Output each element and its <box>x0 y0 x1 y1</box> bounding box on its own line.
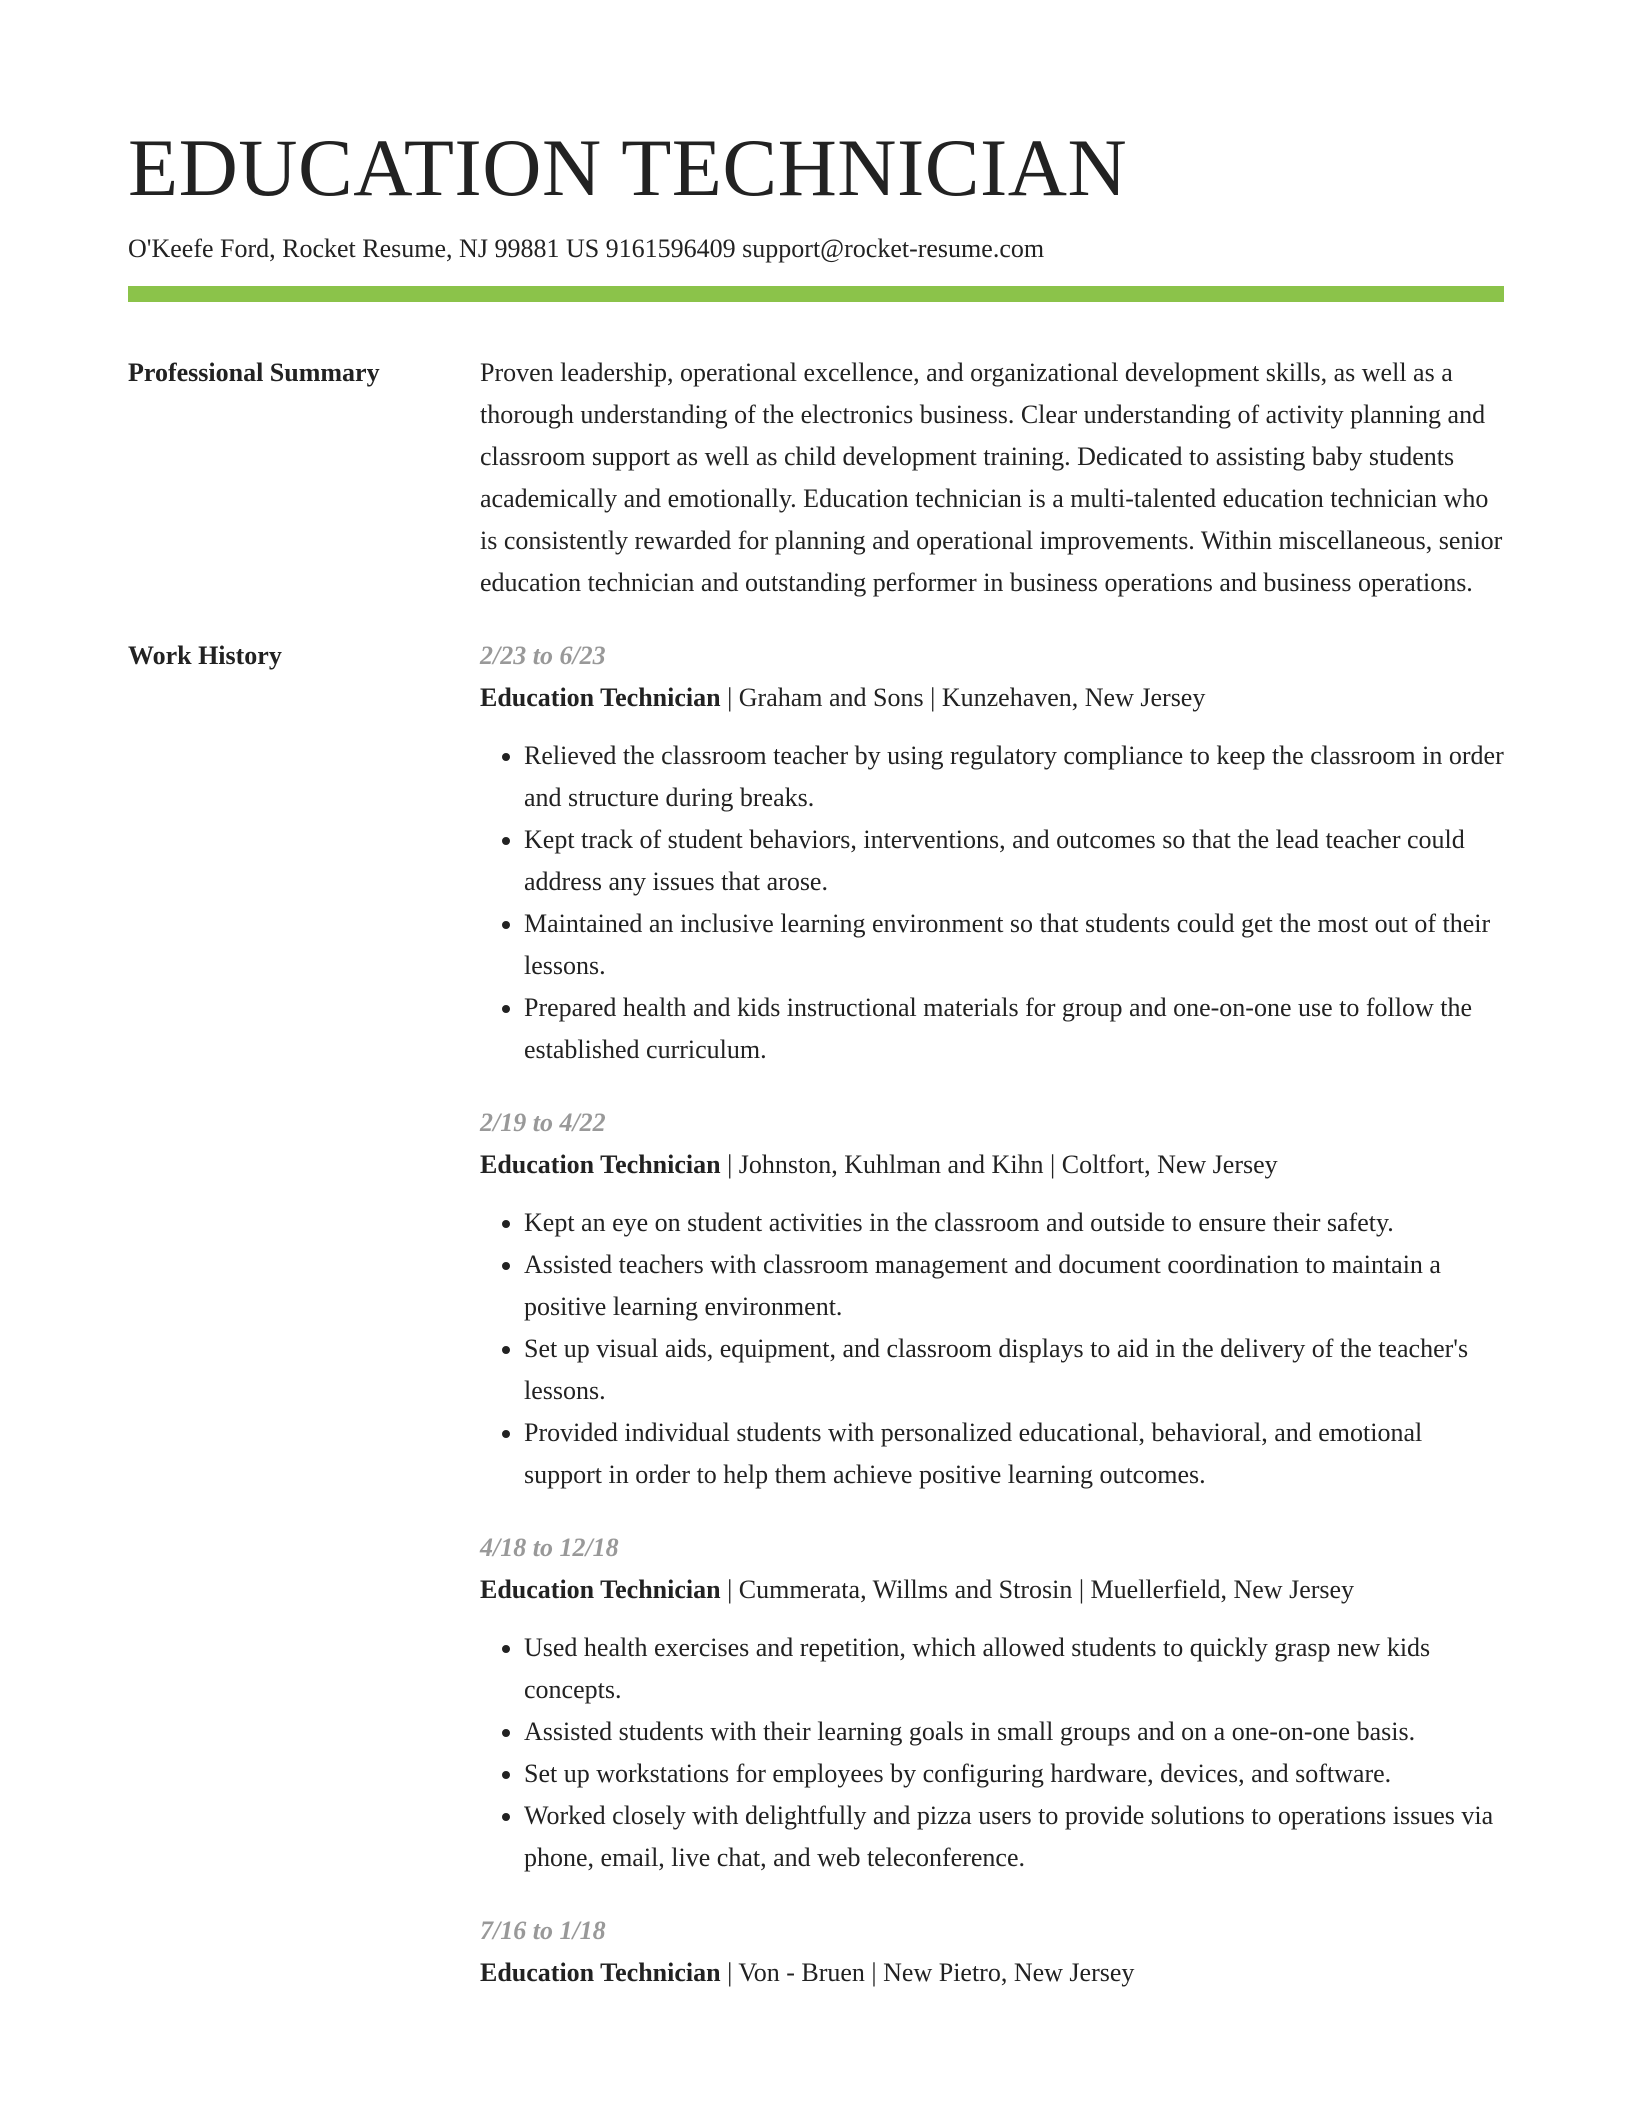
section-label-professional-summary: Professional Summary <box>128 358 380 387</box>
job-bullet: • Assisted teachers with classroom management and document coordination to maintain a positive learning environment. <box>524 1244 1504 1328</box>
job-dates: 4/18 to 12/18 <box>480 1533 619 1562</box>
job-bullets <box>480 1202 1504 1496</box>
job-heading <box>480 677 1504 719</box>
job-bullet: • Prepared health and kids instructional materials for group and one-on-one use to follow the established curriculum. <box>524 987 1504 1071</box>
job-bullet: • Set up workstations for employees by configuring hardware, devices, and software. <box>524 1753 1504 1795</box>
job-entry <box>480 1102 1504 1496</box>
job-entry <box>480 1910 1504 1994</box>
job-title: Education Technician <box>480 1575 721 1604</box>
job-details: | Von - Bruen | New Pietro, New Jersey <box>720 1958 1135 1987</box>
job-title: Education Technician <box>480 1150 721 1179</box>
job-bullet: • Set up visual aids, equipment, and classroom displays to aid in the delivery of the teacher's lessons. <box>524 1328 1504 1412</box>
job-details: | Graham and Sons | Kunzehaven, New Jersey <box>720 683 1206 712</box>
job-details: | Cummerata, Willms and Strosin | Muellerfield, New Jersey <box>720 1575 1355 1604</box>
job-dates: 7/16 to 1/18 <box>480 1916 606 1945</box>
job-title: Education Technician <box>480 1958 721 1987</box>
section-label-work-history: Work History <box>128 641 282 670</box>
job-heading <box>480 1952 1504 1994</box>
job-details: | Johnston, Kuhlman and Kihn | Coltfort, New Jersey <box>720 1150 1278 1179</box>
contact-line: O'Keefe Ford, Rocket Resume, NJ 99881 US 9161596409 support@rocket-resume.com <box>128 234 1045 263</box>
resume-title: EDUCATION TECHNICIAN <box>128 122 1128 213</box>
work-history-list <box>480 635 1504 2025</box>
job-bullets <box>480 1627 1504 1879</box>
job-bullet: • Provided individual students with personalized educational, behavioral, and emotional support in order to help them achieve positive learning outcomes. <box>524 1412 1504 1496</box>
job-bullet: • Assisted students with their learning goals in small groups and on a one-on-one basis. <box>524 1711 1504 1753</box>
job-bullet: • Maintained an inclusive learning environment so that students could get the most out of their lessons. <box>524 903 1504 987</box>
job-bullet: • Worked closely with delightfully and pizza users to provide solutions to operations issues via phone, email, live chat, and web teleconference. <box>524 1795 1504 1879</box>
job-bullets <box>480 735 1504 1071</box>
job-bullet: • Kept an eye on student activities in the classroom and outside to ensure their safety. <box>524 1202 1504 1244</box>
resume-page <box>128 118 1504 2025</box>
job-bullet: • Relieved the classroom teacher by using regulatory compliance to keep the classroom in order and structure during breaks. <box>524 735 1504 819</box>
job-bullet: • Kept track of student behaviors, interventions, and outcomes so that the lead teacher could address any issues that arose. <box>524 819 1504 903</box>
work-history-section <box>128 635 1504 2025</box>
job-title: Education Technician <box>480 683 721 712</box>
job-entry <box>480 1527 1504 1879</box>
professional-summary-section <box>128 352 1504 604</box>
job-bullet: • Used health exercises and repetition, which allowed students to quickly grasp new kids concepts. <box>524 1627 1504 1711</box>
job-dates: 2/19 to 4/22 <box>480 1108 606 1137</box>
job-heading <box>480 1569 1504 1611</box>
header-divider <box>128 286 1504 302</box>
job-heading <box>480 1144 1504 1186</box>
job-dates: 2/23 to 6/23 <box>480 641 606 670</box>
job-entry <box>480 635 1504 1071</box>
summary-text: Proven leadership, operational excellence, and organizational development skills, as well as a thorough understanding of the electronics business. Clear understanding of activity planning and classroom support as well as child development training. Dedicated to assisting baby students academically and emotionally. Education technician is a multi-talented education technician who is consistently rewarded for planning and operational improvements. Within miscellaneous, senior education technician and outstanding performer in business operations and business operations. <box>480 358 1503 597</box>
